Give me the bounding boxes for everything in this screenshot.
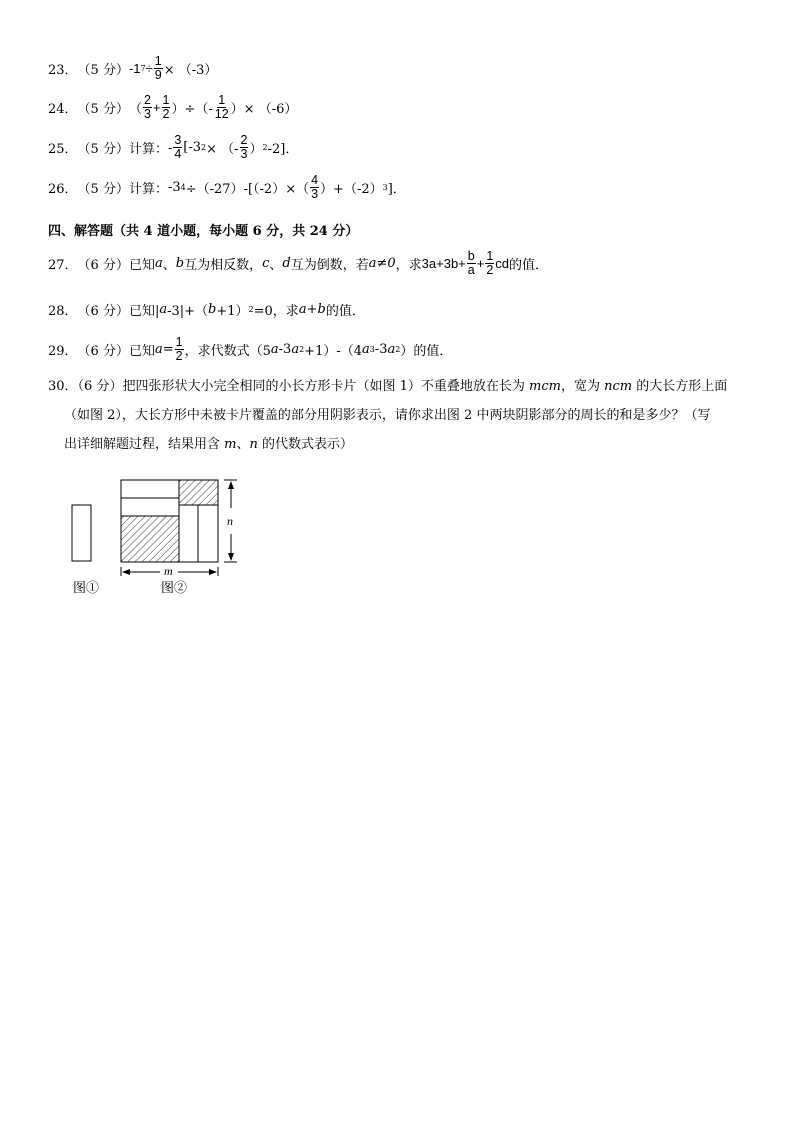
expr-part: × （-	[206, 142, 239, 158]
variable: ncm	[604, 379, 633, 394]
condition: a≠0	[368, 256, 396, 272]
expr-part: ÷	[145, 61, 153, 77]
text: 已知|	[128, 304, 160, 319]
fraction: $\frac{1}{2}$	[175, 335, 183, 364]
section-title: 四、解答题（共 4 道小题，每小题 6 分，共 24 分）	[48, 224, 359, 239]
text: 的值．	[325, 304, 365, 319]
text: =	[162, 342, 174, 358]
text: ，求	[395, 258, 422, 274]
text: 出详细解题过程，结果用含	[64, 437, 225, 452]
question-number: 23．	[48, 63, 78, 79]
question-number: 25．	[48, 142, 78, 158]
fraction: $\frac{2}{3}$	[240, 133, 248, 162]
question-28: 28． （6 分） 已知| a -3|+（ b +1） 2 =0，求 a + b 的值．	[48, 302, 365, 319]
fraction: $\frac{2}{3}$	[143, 93, 151, 122]
question-label: 计算：	[128, 142, 168, 158]
question-24	[48, 94, 297, 121]
question-27	[48, 250, 548, 277]
variable: n	[249, 437, 258, 452]
question-number: 30．	[48, 379, 78, 394]
question-number: 27．	[48, 258, 78, 274]
question-label: 计算：	[128, 182, 168, 198]
variable: mcm	[529, 379, 561, 394]
question-number: 29．	[48, 344, 78, 360]
question-score: （6 分）	[77, 344, 129, 360]
text: ，求代数式（5	[184, 344, 271, 360]
question-25: 25． （5 分） 计算： - $\frac{3}{4}$ [-3 2 × （- $\frac{2}{3}$ ） 2 -2]．	[48, 133, 299, 162]
figure-diagram	[0, 470, 794, 610]
text-line-2: （如图 2），大长方形中未被卡片覆盖的部分用阴影表示，请你求出图 2 中两块阴影部分的周长的和是多少？（写	[64, 408, 711, 423]
text: ）的值．	[400, 344, 453, 360]
shaded-region-top-right	[179, 480, 218, 505]
figure2-label: 图②	[161, 580, 188, 595]
expr-part: cd	[495, 256, 510, 272]
variable: a	[154, 342, 163, 358]
fraction: $\frac{1}{12}$	[214, 93, 229, 122]
text: 、	[236, 437, 250, 452]
variable: a	[362, 342, 370, 358]
question-score: （5 分）	[77, 63, 129, 79]
text: 的大长方形上面	[632, 379, 728, 394]
expr-part: 3a+3b+	[421, 256, 466, 272]
question-score: （5 分）	[77, 182, 129, 198]
fraction: $\frac{1}{9}$	[154, 54, 162, 83]
question-score: （6 分）	[77, 379, 123, 394]
fraction: $\frac{1}{2}$	[162, 93, 170, 122]
question-number: 24．	[48, 102, 78, 118]
variable: m	[224, 437, 237, 452]
text: ，宽为	[560, 379, 605, 394]
expr-part: ）+（-2）	[320, 182, 383, 198]
question-score: （5 分）	[77, 142, 129, 158]
expr-part: +	[476, 256, 485, 272]
text: 的代数式表示）	[257, 437, 353, 452]
variable: a	[154, 256, 163, 272]
expr-part: -3	[167, 180, 181, 196]
text: +1）	[216, 304, 249, 319]
variable: a	[159, 302, 168, 317]
question-29: 29． （6 分） 已知 a = $\frac{1}{2}$ ，求代数式（5 a -3 a 2 +1）-（4 a 3 -3 a 2 ）的值．	[48, 335, 453, 364]
text: -3	[374, 342, 388, 358]
question-score: （6 分）	[77, 304, 129, 319]
variable: b	[175, 256, 185, 272]
expr-part: ÷（-27）-[（-2）×（	[185, 182, 310, 198]
arrow-right-icon	[209, 569, 217, 575]
text: 、	[269, 258, 283, 274]
fraction: $\frac{1}{2}$	[486, 249, 494, 278]
text: 已知	[128, 258, 155, 274]
question-number: 26．	[48, 182, 78, 198]
text: -3	[278, 342, 292, 358]
variable: a	[298, 302, 307, 317]
expr-part: ）× （-6）	[230, 102, 298, 118]
expr-part: -	[167, 140, 173, 156]
shaded-region-bottom-left	[121, 516, 179, 562]
text: 互为相反数，	[184, 258, 263, 274]
expr-part: [-3	[183, 140, 202, 156]
question-score: （5 分）	[77, 102, 129, 118]
question-score: （6 分）	[77, 258, 129, 274]
question-23: 23． （5 分） -1 7 ÷ $\frac{1}{9}$ × （-3）	[48, 54, 218, 83]
expr-part: （	[128, 102, 142, 118]
text: -3|+（	[167, 304, 209, 319]
question-26: 26． （5 分） 计算： -3 4 ÷（-27）-[（-2）×（ $\frac{4}{3}$ ）+（-2） 3 ]．	[48, 173, 406, 202]
fraction: $\frac{4}{3}$	[311, 173, 319, 202]
text: +1）-（4	[304, 344, 362, 360]
text-line-3	[48, 430, 748, 459]
variable: d	[282, 256, 291, 272]
arrow-left-icon	[122, 569, 130, 575]
small-card-rect	[72, 505, 91, 561]
figure1-label: 图①	[73, 580, 100, 595]
variable: b	[317, 302, 326, 317]
section-heading	[48, 220, 358, 239]
fraction: $\frac{b}{a}$	[467, 249, 475, 278]
variable: c	[262, 256, 270, 272]
question-30	[48, 372, 748, 459]
expr-part: ）÷（-	[171, 102, 213, 118]
expr-part: ]．	[387, 182, 406, 198]
variable: a	[291, 342, 300, 358]
fraction: $\frac{3}{4}$	[174, 133, 182, 162]
variable: a	[270, 342, 279, 358]
expr-part: ）	[249, 142, 263, 158]
text: 、	[162, 258, 176, 274]
text: +	[306, 302, 318, 317]
variable: a	[387, 342, 396, 358]
text: 已知	[128, 344, 155, 360]
question-number: 28．	[48, 304, 78, 319]
arrow-up-icon	[228, 481, 234, 489]
text: 的值．	[509, 258, 549, 274]
text: =0，求	[253, 304, 299, 319]
expr-part: -1	[128, 61, 141, 77]
variable: b	[208, 302, 217, 317]
expr-part: +	[152, 100, 161, 116]
expr-part: -2]．	[267, 142, 299, 158]
expr-part: × （-3）	[163, 63, 218, 79]
arrow-down-icon	[228, 553, 234, 561]
m-label: m	[164, 564, 173, 578]
text: 把四张形状大小完全相同的小长方形卡片（如图 1）不重叠地放在长为	[122, 379, 529, 394]
n-label: n	[227, 514, 233, 528]
text: 互为倒数，若	[290, 258, 369, 274]
